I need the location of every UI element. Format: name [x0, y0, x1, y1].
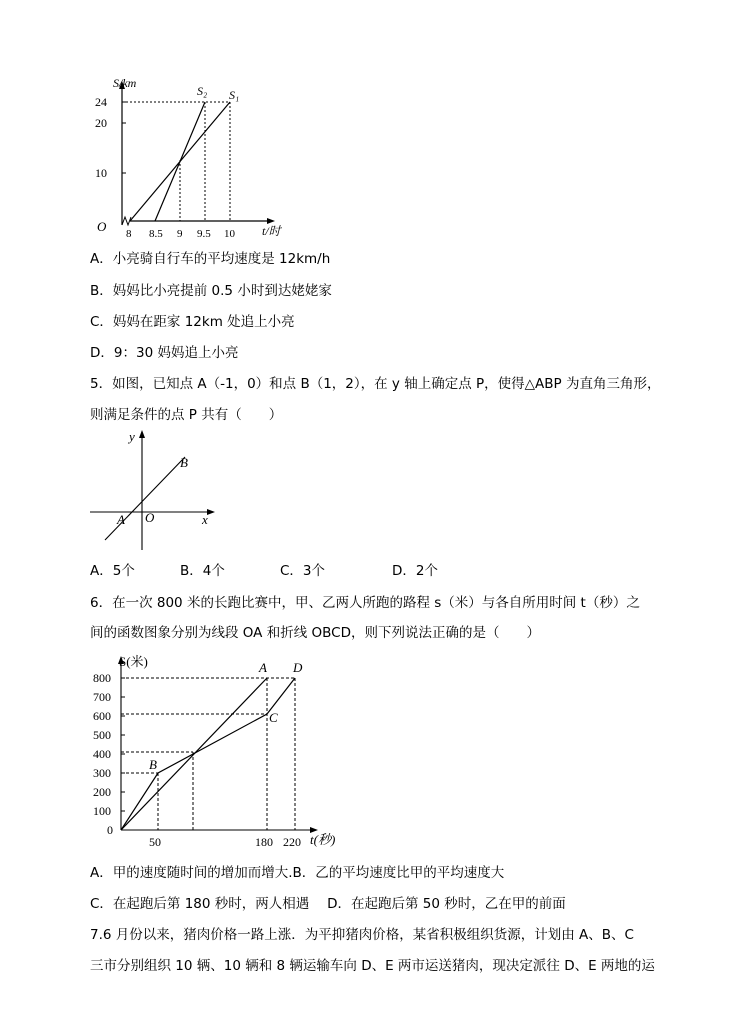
y-tick: 24: [95, 95, 107, 109]
y-tick: 600: [93, 709, 111, 723]
distance-time-svg: [85, 75, 305, 245]
point-d-label: D: [293, 660, 303, 675]
y-tick: 200: [93, 785, 111, 799]
coordinate-svg: [85, 425, 225, 555]
polyline-obcd: [121, 678, 295, 830]
y-tick: 400: [93, 747, 111, 761]
point-c-label: C: [269, 710, 278, 725]
line-label-s1: S₁: [229, 88, 240, 102]
q4-option-c: C．妈妈在距家 12km 处追上小亮: [90, 314, 295, 330]
point-a-label: A: [117, 512, 125, 527]
q6-options-line1: A．甲的速度随时间的增加而增大.B．乙的平均速度比甲的平均速度大: [90, 865, 505, 881]
q4-option-d: D．9：30 妈妈追上小亮: [90, 345, 239, 361]
point-b-label: B: [149, 757, 157, 772]
y-tick: 20: [95, 116, 107, 130]
origin-label: O: [97, 219, 107, 234]
x-label: x: [202, 512, 208, 527]
q7-text-line2: 三市分别组织 10 辆、10 辆和 8 辆运输车向 D、E 两市运送猪肉，现决定派往 D、E 两地的运: [90, 958, 655, 974]
line-label-s2: S₂: [197, 84, 208, 98]
y-axis-label: S(米): [119, 654, 148, 669]
q5-option-a: A．5个: [90, 563, 135, 579]
q4-option-a: A．小亮骑自行车的平均速度是 12km/h: [90, 251, 331, 267]
x-tick: 180: [255, 835, 273, 849]
coordinate-graph: [85, 425, 225, 555]
q5-text-line1: 5．如图，已知点 A（-1，0）和点 B（1，2），在 y 轴上确定点 P，使得△ABP 为直角三角形，: [90, 376, 661, 392]
y-tick: 10: [95, 166, 107, 180]
origin-label: O: [145, 510, 155, 525]
race-svg: [85, 650, 345, 850]
line-ab: [105, 457, 185, 540]
q6-text-line1: 6．在一次 800 米的长跑比赛中，甲、乙两人所跑的路程 s（米）与各自所用时间 t（秒）之: [90, 595, 640, 611]
y-tick: 800: [93, 671, 111, 685]
x-tick: 220: [283, 835, 301, 849]
q5-option-d: D．2个: [392, 563, 438, 579]
point-a-label: A: [259, 660, 267, 675]
q5-text-line2: 则满足条件的点 P 共有（ ）: [90, 407, 283, 423]
race-graph: [85, 650, 345, 850]
point-b-label: B: [180, 455, 188, 470]
x-tick: 8: [126, 228, 132, 240]
line-s2: [155, 102, 205, 221]
y-tick: 100: [93, 804, 111, 818]
q5-option-b: B．4个: [180, 563, 225, 579]
y-tick: 500: [93, 728, 111, 742]
x-tick: 50: [149, 835, 161, 849]
q5-option-c: C．3个: [280, 563, 326, 579]
x-tick: 9.5: [197, 228, 211, 240]
y-tick: 0: [107, 823, 113, 837]
y-label: y: [129, 429, 135, 444]
q6-options-line2: C．在起跑后第 180 秒时，两人相遇 D．在起跑后第 50 秒时，乙在甲的前面: [90, 896, 566, 912]
q7-text-line1: 7.6 月份以来，猪肉价格一路上涨．为平抑猪肉价格，某省积极组织货源，计划由 A、B、C: [90, 927, 634, 943]
x-tick: 9: [177, 228, 183, 240]
y-axis-label: S/km: [113, 76, 137, 90]
distance-time-graph: [85, 75, 305, 245]
x-tick: 10: [224, 228, 235, 240]
y-tick: 700: [93, 690, 111, 704]
x-tick: 8.5: [149, 228, 163, 240]
x-axis-label: t(秒): [310, 832, 336, 847]
x-axis-label: t/时: [262, 224, 281, 238]
y-tick: 300: [93, 766, 111, 780]
q6-text-line2: 间的函数图象分别为线段 OA 和折线 OBCD，则下列说法正确的是（ ）: [90, 625, 540, 641]
q4-option-b: B．妈妈比小亮提前 0.5 小时到达姥姥家: [90, 283, 332, 299]
